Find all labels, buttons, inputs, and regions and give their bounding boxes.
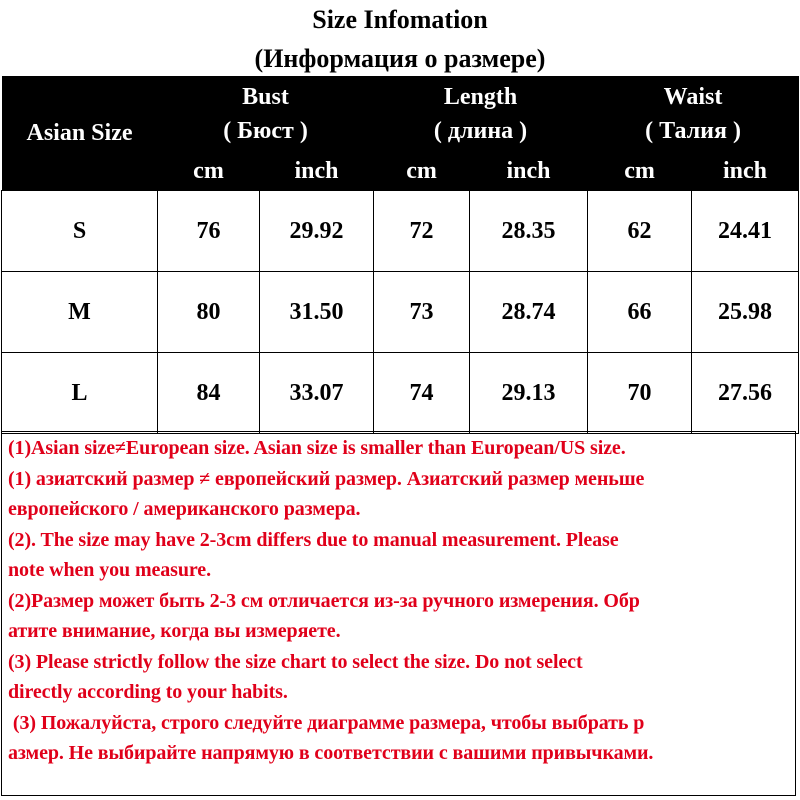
note-line: европейского / американского размера. bbox=[8, 498, 361, 520]
asian-size-header: Asian Size bbox=[2, 76, 158, 191]
table-row bbox=[2, 353, 799, 434]
header-row bbox=[2, 76, 799, 152]
unit-inch: inch bbox=[692, 152, 799, 191]
note-line: (3) Пожалуйста, строго следуйте диаграмме размера, чтобы выбрать р bbox=[8, 711, 645, 734]
size-table bbox=[1, 76, 799, 434]
value-cell: 70 bbox=[588, 353, 692, 434]
waist-label-ru: ( Талия ) bbox=[645, 118, 741, 144]
value-cell: 66 bbox=[588, 272, 692, 353]
value-cell: 31.50 bbox=[260, 272, 374, 353]
table-row bbox=[2, 272, 799, 353]
bust-label: Bust bbox=[242, 84, 289, 110]
value-cell: 72 bbox=[374, 191, 470, 272]
length-label-ru: ( длина ) bbox=[433, 118, 528, 144]
note-line: атите внимание, когда вы измеряете. bbox=[8, 620, 341, 642]
value-cell: 29.13 bbox=[470, 353, 588, 434]
unit-cm: cm bbox=[158, 152, 260, 191]
value-cell: 33.07 bbox=[260, 353, 374, 434]
note-line: directly according to your habits. bbox=[8, 681, 288, 703]
unit-inch: inch bbox=[260, 152, 374, 191]
note-line: (2)Размер может быть 2-3 см отличается из-за ручного измерения. Обр bbox=[8, 589, 640, 612]
page-title: Size Infomation bbox=[312, 5, 488, 34]
value-cell: 80 bbox=[158, 272, 260, 353]
value-cell: 84 bbox=[158, 353, 260, 434]
bust-label-ru: ( Бюст ) bbox=[223, 118, 308, 144]
page-subtitle: (Информация о размере) bbox=[254, 44, 546, 73]
size-cell: M bbox=[2, 272, 158, 353]
value-cell: 27.56 bbox=[692, 353, 799, 434]
value-cell: 28.35 bbox=[470, 191, 588, 272]
value-cell: 28.74 bbox=[470, 272, 588, 353]
value-cell: 62 bbox=[588, 191, 692, 272]
unit-cm: cm bbox=[588, 152, 692, 191]
value-cell: 24.41 bbox=[692, 191, 799, 272]
table-row bbox=[2, 191, 799, 272]
note-line: (3) Please strictly follow the size chart to select the size. Do not select bbox=[8, 650, 583, 673]
value-cell: 25.98 bbox=[692, 272, 799, 353]
length-header bbox=[374, 76, 588, 152]
notes-box bbox=[1, 431, 796, 796]
note-line: note when you measure. bbox=[8, 559, 211, 581]
waist-header bbox=[588, 76, 799, 152]
length-label: Length bbox=[443, 84, 518, 110]
value-cell: 76 bbox=[158, 191, 260, 272]
note-line: азмер. Не выбирайте напрямую в соответствии с вашими привычками. bbox=[8, 742, 654, 764]
note-line: (2). The size may have 2-3cm differs due to manual measurement. Please bbox=[8, 528, 619, 551]
unit-inch: inch bbox=[470, 152, 588, 191]
note-line: (1)Asian size≠European size. Asian size is smaller than European/US size. bbox=[8, 437, 626, 459]
note-line: (1) азиатский размер ≠ европейский размер. Азиатский размер меньше bbox=[8, 467, 645, 490]
waist-label: Waist bbox=[663, 84, 723, 110]
unit-cm: cm bbox=[374, 152, 470, 191]
size-cell: L bbox=[2, 353, 158, 434]
size-cell: S bbox=[2, 191, 158, 272]
value-cell: 29.92 bbox=[260, 191, 374, 272]
value-cell: 74 bbox=[374, 353, 470, 434]
bust-header bbox=[158, 76, 374, 152]
value-cell: 73 bbox=[374, 272, 470, 353]
